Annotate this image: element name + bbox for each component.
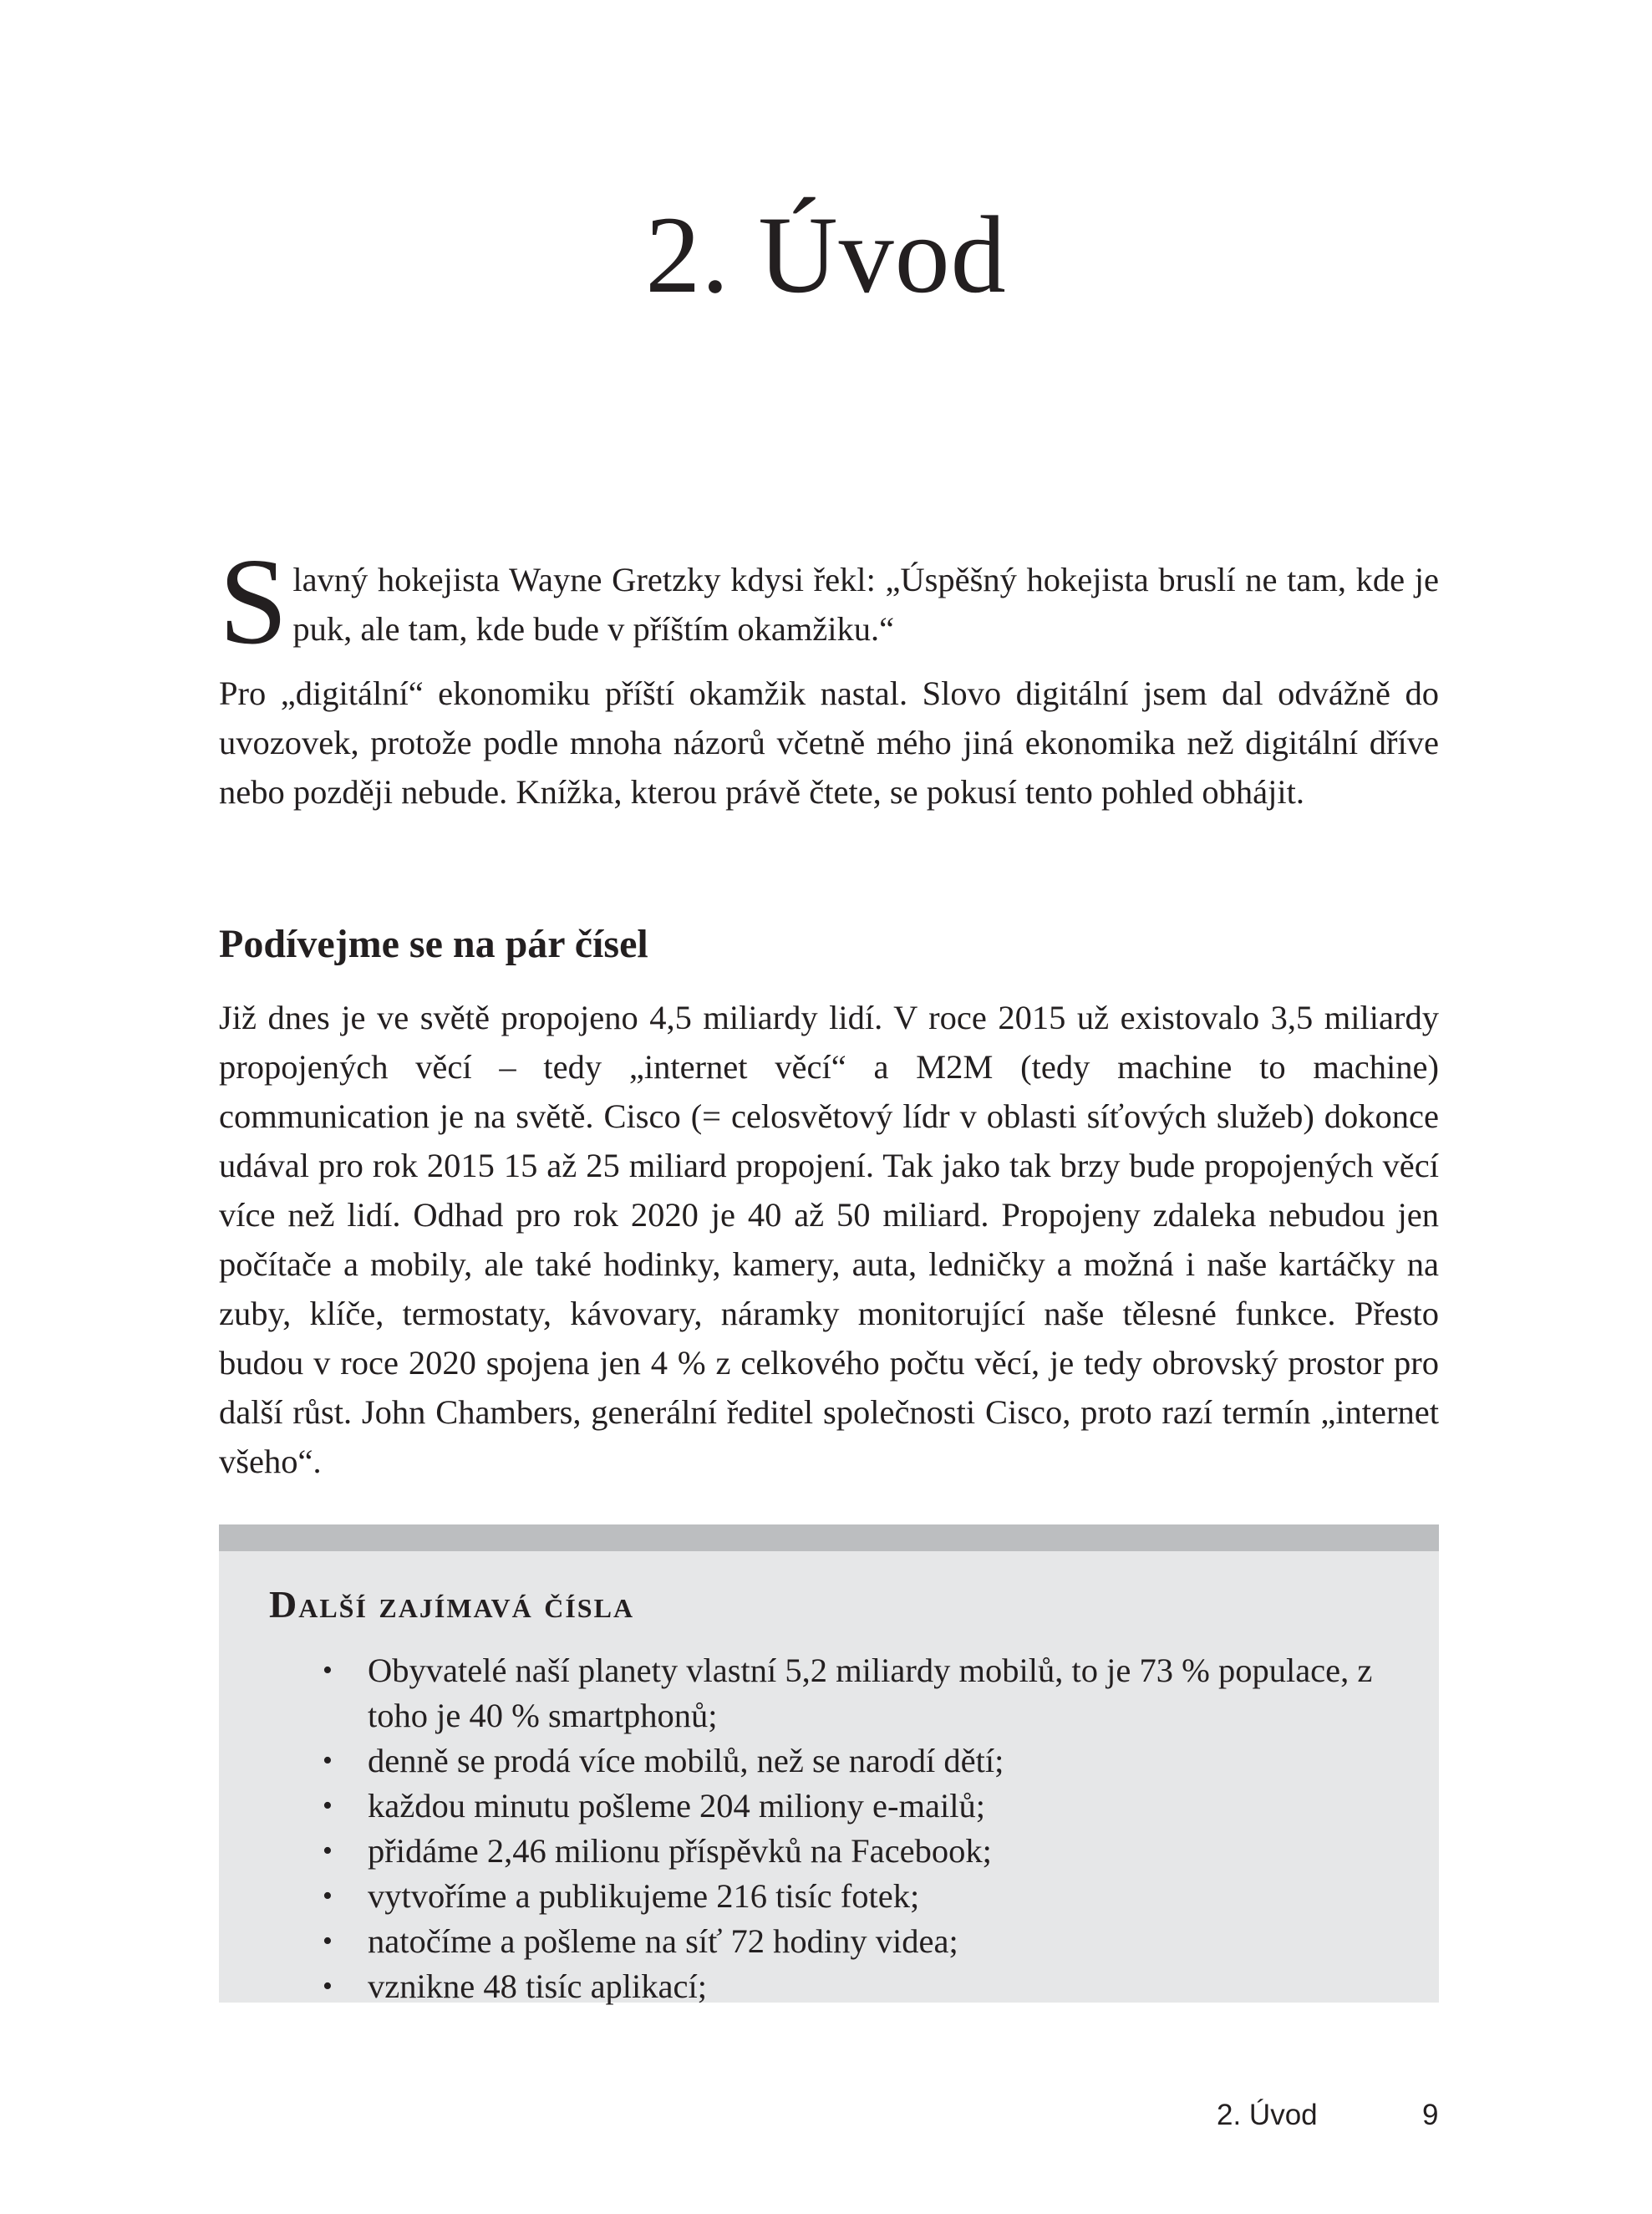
list-item	[219, 1874, 1439, 1919]
list-item	[219, 1784, 1439, 1829]
info-box-title: Další zajímavá čísla	[269, 1583, 635, 1626]
list-item-text: každou minutu pošleme 204 miliony e-mailů;	[368, 1787, 986, 1825]
list-item-text: přidáme 2,46 milionu příspěvků na Facebook;	[368, 1832, 992, 1870]
info-box-list	[219, 1648, 1439, 2009]
paragraph-text: Pro „digitální“ ekonomiku příští okamžik nastal. Slovo digitální jsem dal odvážně do uvozovek, protože podle mnoha názorů včetně mého jiná ekonomika než digitální dříve nebo později nebude. Knížka, kterou právě čtete, se pokusí tento pohled obhájit.	[219, 674, 1439, 811]
list-item	[219, 1648, 1439, 1738]
list-item	[219, 1829, 1439, 1874]
drop-cap: S	[219, 533, 288, 670]
chapter-title: 2. Úvod	[645, 193, 1007, 316]
bullet-icon: •	[323, 1971, 333, 2002]
list-item-text: Obyvatelé naší planety vlastní 5,2 miliardy mobilů, to je 73 % populace, z toho je 40 % smartphonů;	[368, 1652, 1373, 1734]
paragraph-text: Již dnes je ve světě propojeno 4,5 miliardy lidí. V roce 2015 už existovalo 3,5 miliardy propojených věcí – tedy „internet věcí“ a M2M (tedy machine to machine) communication je na světě. Cisco (= celosvětový lídr v oblasti síťových služeb) dokonce udával pro rok 2015 15 až 25 miliard propojení. Tak jako tak brzy bude propojených věcí více než lidí. Odhad pro rok 2020 je 40 až 50 miliard. Propojeny zdaleka nebudou jen počítače a mobily, ale také hodinky, kamery, auta, ledničky a možná i naše kartáčky na zuby, klíče, termostaty, kávovary, náramky monitorující naše tělesné funkce. Přesto budou v roce 2020 spojena jen 4 % z celkového počtu věcí, je tedy obrovský prostor pro další růst. John Chambers, generální ředitel společnosti Cisco, proto razí termín „internet všeho“.	[219, 999, 1439, 1480]
bullet-icon: •	[323, 1835, 333, 1866]
intro-text: lavný hokejista Wayne Gretzky kdysi řekl: „Úspěšný hokejista bruslí ne tam, kde je puk, ale tam, kde bude v příštím okamžiku.“	[292, 561, 1439, 648]
page-number: 9	[1422, 2099, 1439, 2131]
info-box-header-bar	[219, 1524, 1439, 1551]
list-item-text: vytvoříme a publikujeme 216 tisíc fotek;	[368, 1877, 920, 1915]
list-item-text: vznikne 48 tisíc aplikací;	[368, 1967, 708, 2005]
list-item-text: natočíme a pošleme na síť 72 hodiny videa;	[368, 1922, 958, 1960]
paragraph-digital-economy	[219, 669, 1439, 817]
bullet-icon: •	[323, 1926, 333, 1957]
list-item	[219, 1964, 1439, 2009]
list-item	[219, 1738, 1439, 1784]
info-box	[219, 1524, 1439, 2003]
bullet-icon: •	[323, 1655, 333, 1686]
intro-paragraph	[219, 533, 1439, 670]
running-footer-title: 2. Úvod	[1217, 2099, 1318, 2131]
bullet-icon: •	[323, 1881, 333, 1911]
list-item-text: denně se prodá více mobilů, než se narodí dětí;	[368, 1742, 1004, 1779]
list-item	[219, 1919, 1439, 1964]
bullet-icon: •	[323, 1745, 333, 1776]
paragraph-numbers	[219, 993, 1439, 1486]
bullet-icon: •	[323, 1790, 333, 1821]
section-heading: Podívejme se na pár čísel	[219, 922, 648, 966]
